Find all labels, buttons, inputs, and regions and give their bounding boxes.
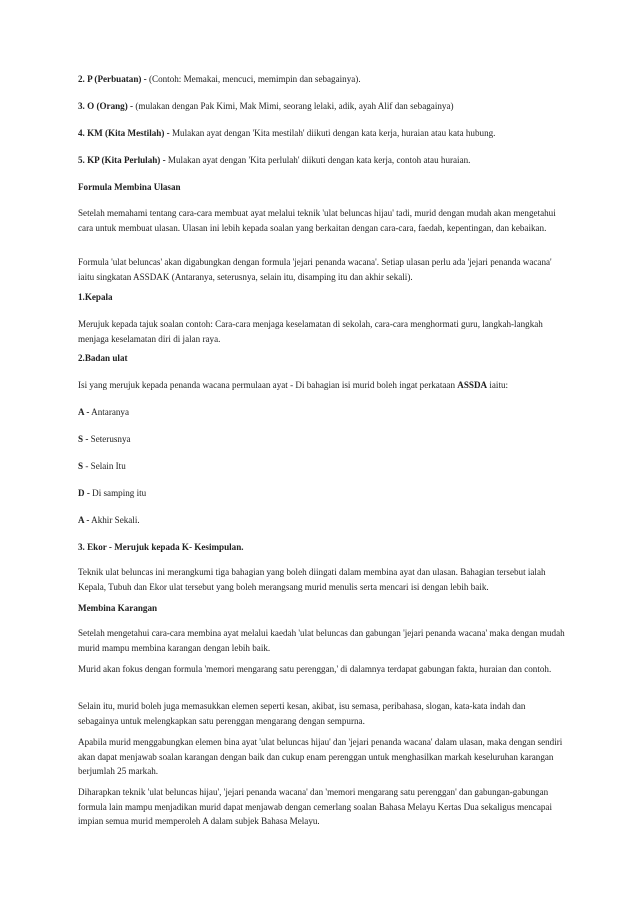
list-item-perbuatan: 2. P (Perbuatan) - (Contoh: Memakai, mencuci, memimpin dan sebagainya).: [78, 74, 361, 84]
list-item-antaranya: A - Antaranya: [78, 407, 130, 417]
paragraph-formula-assdak: Formula 'ulat beluncas' akan digabungkan dengan formula 'jejari penanda wacana'. Setiap ulasan perlu ada 'jejari penanda wacana' iaitu singkatan ASSDAK (Antaranya, seterusnya, selain itu, disamping itu dan akhir sekali).: [78, 257, 552, 282]
paragraph-badan-ulat: Isi yang merujuk kepada penanda wacana permulaan ayat - Di bahagian isi murid boleh ingat perkataan ASSDA iaitu:: [78, 380, 509, 390]
paragraph-kepala: Merujuk kepada tajuk soalan contoh: Cara-cara menjaga keselamatan di sekolah, cara-cara menghormati guru, langkah-langkah menjaga keselamatan diri di jalan raya.: [78, 319, 543, 344]
paragraph-penutup: Diharapkan teknik 'ulat beluncas hijau', 'jejari penanda wacana' dan 'memori mengarang satu perenggan' dan gabungan-gabungan formula lain mampu menjadikan murid dapat menjawab dengan cemerlang soalan Bahasa Melayu Kertas Dua sekaligus mencapai impian semua murid memperoleh A dalam subjek Bahasa Melayu.: [78, 787, 552, 826]
paragraph-teknik-ulat-beluncas: Teknik ulat beluncas ini merangkumi tiga bahagian yang boleh diingati dalam membina ayat dan ulasan. Bahagian tersebut ialah Kepala, Tubuh dan Ekor ulat tersebut yang boleh merangsang murid menulis serta mencari isi dengan lebih baik.: [78, 567, 546, 592]
list-item-di-samping-itu: D - Di samping itu: [78, 488, 147, 498]
list-item-selain-itu: S - Selain Itu: [78, 461, 126, 471]
list-item-akhir-sekali: A - Akhir Sekali.: [78, 515, 140, 525]
list-item-kita-mestilah: 4. KM (Kita Mestilah) - Mulakan ayat dengan 'Kita mestilah' diikuti dengan kata kerja, huraian atau kata hubung.: [78, 128, 496, 138]
heading-ekor: 3. Ekor - Merujuk kepada K- Kesimpulan.: [78, 542, 244, 552]
paragraph-gabungan-elemen: Apabila murid menggabungkan elemen bina ayat 'ulat beluncas hijau' dan 'jejari penanda wacana' dalam ulasan, maka dengan sendiri akan dapat menjawab soalan karangan dengan baik dan cukup enam perenggan untuk menghasilkan markah keseluruhan karangan berjumlah 25 markah.: [78, 737, 563, 776]
list-item-seterusnya: S - Seterusnya: [78, 434, 131, 444]
list-item-orang: 3. O (Orang) - (mulakan dengan Pak Kimi, Mak Mimi, seorang lelaki, adik, ayah Alif dan sebagainya): [78, 101, 454, 111]
heading-membina-karangan: Membina Karangan: [78, 603, 158, 613]
list-item-kita-perlulah: 5. KP (Kita Perlulah) - Mulakan ayat dengan 'Kita perlulah' diikuti dengan kata kerja, contoh atau huraian.: [78, 155, 471, 165]
paragraph-memori-mengarang: Murid akan fokus dengan formula 'memori mengarang satu perenggan,' di dalamnya terdapat gabungan fakta, huraian dan contoh.: [78, 664, 552, 674]
paragraph-membina-karangan: Setelah mengetahui cara-cara membina ayat melalui kaedah 'ulat beluncas dan gabungan 'jejari penanda wacana' maka dengan mudah murid mampu membina karangan dengan lebih baik.: [78, 628, 565, 653]
heading-formula-membina-ulasan: Formula Membina Ulasan: [78, 182, 181, 192]
paragraph-ulasan-intro: Setelah memahami tentang cara-cara membuat ayat melalui teknik 'ulat beluncas hijau' tadi, murid dengan mudah akan mengetahui cara untuk membuat ulasan. Ulasan ini lebih kepada soalan yang berkaitan dengan cara-cara, faedah, kepentingan, dan kebaikan.: [78, 208, 556, 233]
paragraph-elemen: Selain itu, murid boleh juga memasukkan elemen seperti kesan, akibat, isu semasa, peribahasa, slogan, kata-kata indah dan sebagainya untuk melengkapkan satu perenggan mengarang dengan sempurna.: [78, 701, 526, 726]
heading-badan-ulat: 2.Badan ulat: [78, 353, 128, 363]
heading-kepala: 1.Kepala: [78, 292, 113, 302]
